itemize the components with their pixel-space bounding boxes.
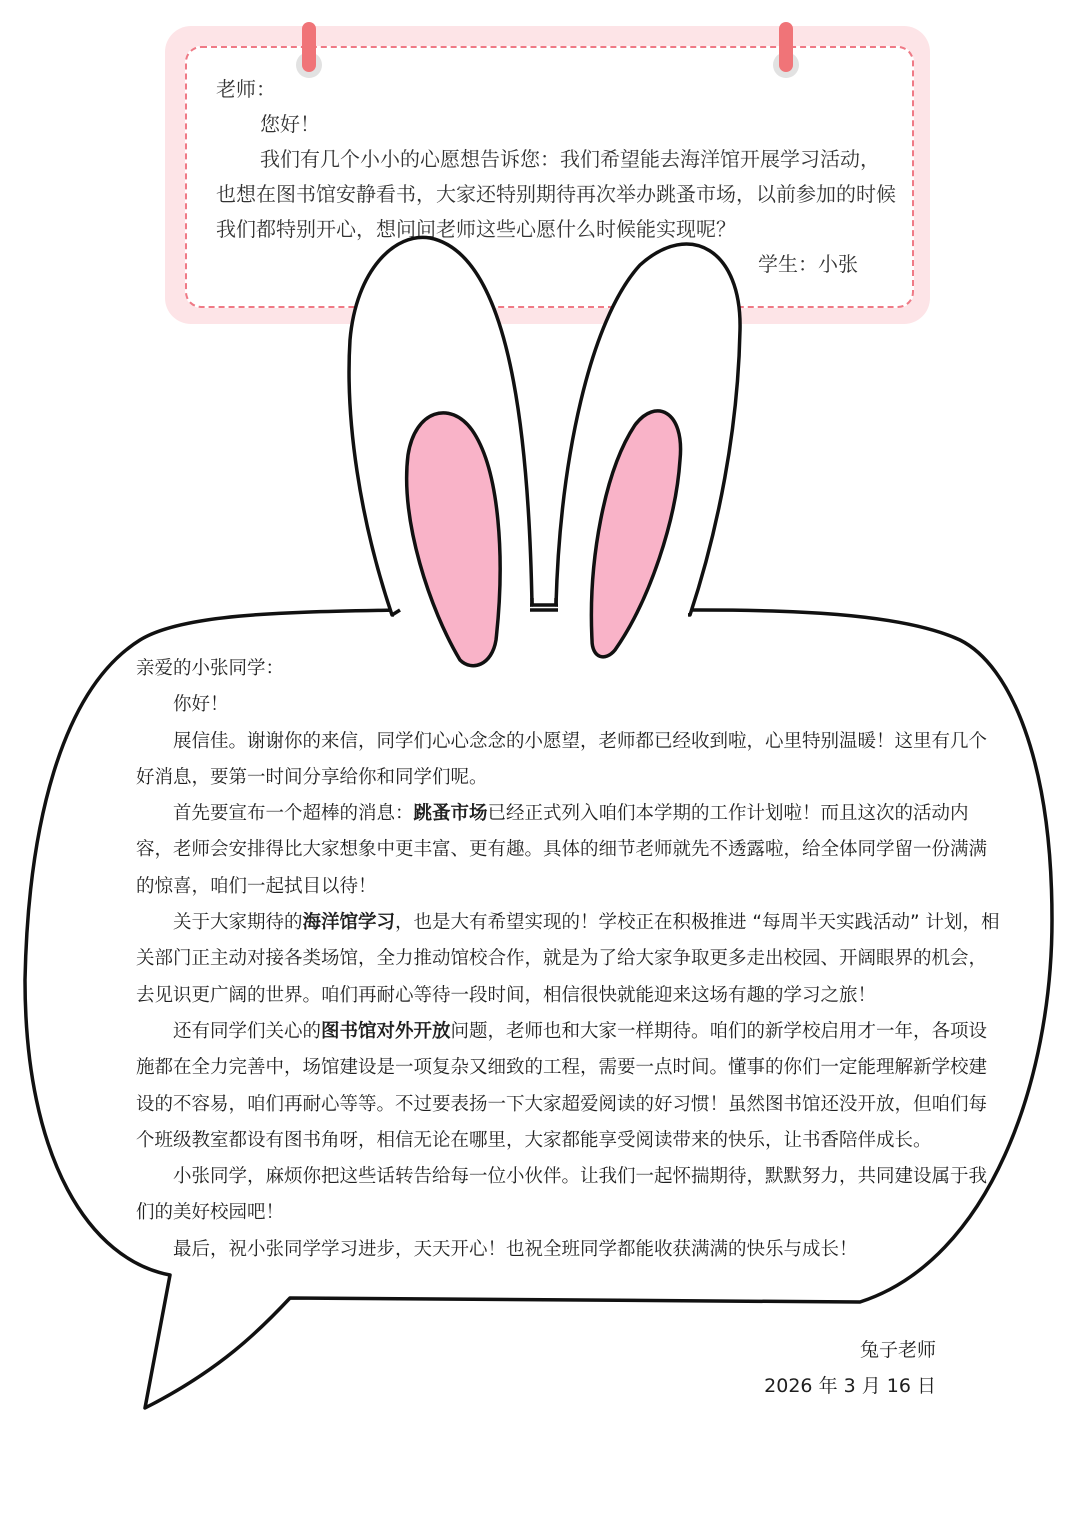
student-greeting: 您好！ xyxy=(260,112,320,136)
p4-text-a: 还有同学们关心的 xyxy=(173,1020,322,1042)
teacher-greeting: 你好！ xyxy=(173,694,229,716)
teacher-signature-block xyxy=(700,1332,936,1404)
p2-text-a: 首先要宣布一个超棒的消息： xyxy=(173,803,414,825)
teacher-signature: 兔子老师 xyxy=(859,1339,936,1361)
teacher-paragraph-6: 最后，祝小张同学学习进步，天天开心！也祝全班同学都能收获满满的快乐与成长！ xyxy=(173,1238,858,1260)
p3-text-a: 关于大家期待的 xyxy=(173,912,303,934)
teacher-paragraph-3 xyxy=(136,905,1002,1014)
teacher-paragraph-1: 展信佳。谢谢你的来信，同学们心心念念的小愿望，老师都已经收到啦，心里特别温暖！这里有几个好消息，要第一时间分享给你和同学们呢。 xyxy=(136,730,988,788)
student-signature: 学生：小张 xyxy=(758,252,858,276)
teacher-paragraph-5: 小张同学，麻烦你把这些话转告给每一位小伙伴。让我们一起怀揣期待，默默努力，共同建设属于我们的美好校园吧！ xyxy=(136,1166,988,1224)
teacher-salutation: 亲爱的小张同学： xyxy=(136,658,285,679)
teacher-paragraph-4 xyxy=(136,1014,1002,1159)
p2-text-c: 已经正式列入咱们本学期的工作计划啦！而且这次的活动内容，老师会安排得比大家想象中更丰富、更有趣。具体的细节老师就先不透露啦，给全体同学留一份满满的惊喜，咱们一起拭目以待！ xyxy=(136,803,988,897)
p4-highlight: 图书馆对外开放 xyxy=(321,1020,451,1042)
p4-text-c: 问题，老师也和大家一样期待。咱们的新学校启用才一年，各项设施都在全力完善中，场馆建设是一项复杂又细致的工程，需要一点时间。懂事的你们一定能理解新学校建设的不容易，咱们再耐心等等。不过要表扬一下大家超爱阅读的好习惯！虽然图书馆还没开放，但咱们每个班级教室都设有图书角呀，相信无论在哪里，大家都能享受阅读带来的快乐，让书香陪伴成长。 xyxy=(136,1020,988,1151)
letter-date: 2026 年 3 月 16 日 xyxy=(764,1375,936,1397)
teacher-reply-text xyxy=(136,651,1002,1268)
teacher-paragraph-2 xyxy=(136,796,1002,905)
p3-highlight: 海洋馆学习 xyxy=(302,912,396,934)
p3-text-c: ，也是大有希望实现的！学校正在积极推进 “每周半天实践活动” 计划，相关部门正主动对接各类场馆，全力推动馆校合作，就是为了给大家争取更多走出校园、开阔眼界的机会，去见识更广阔的世界。咱们再耐心等待一段时间，相信很快就能迎来这场有趣的学习之旅！ xyxy=(136,912,1000,1006)
student-salutation: 老师： xyxy=(216,77,276,101)
student-body: 我们有几个小小的心愿想告诉您：我们希望能去海洋馆开展学习活动，也想在图书馆安静看书，大家还特别期待再次举办跳蚤市场，以前参加的时候我们都特别开心，想问问老师这些心愿什么时候能实现呢？ xyxy=(216,147,896,241)
p2-highlight: 跳蚤市场 xyxy=(413,803,488,825)
